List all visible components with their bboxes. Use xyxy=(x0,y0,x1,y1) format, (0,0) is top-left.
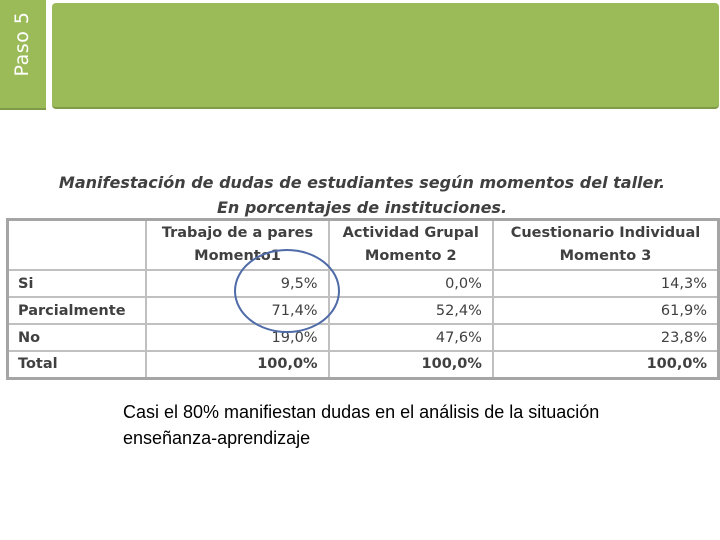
corner-cell xyxy=(8,220,147,271)
column-header-subtitle: Momento 3 xyxy=(559,248,652,264)
table-title-line-2: En porcentajes de instituciones. xyxy=(216,198,508,217)
table-header-row xyxy=(8,220,719,271)
column-header-subtitle: Momento 2 xyxy=(364,248,457,264)
table-row-si xyxy=(8,270,719,297)
table-cell: 100,0% xyxy=(146,351,328,378)
table-cell: 0,0% xyxy=(329,270,493,297)
step-side-tab xyxy=(0,0,46,110)
table-cell: 71,4% xyxy=(146,297,328,324)
row-label: No xyxy=(8,324,147,351)
table-row-parcialmente xyxy=(8,297,719,324)
table-cell: 47,6% xyxy=(329,324,493,351)
table-row-no xyxy=(8,324,719,351)
column-header-title: Actividad Grupal xyxy=(342,225,479,241)
table-cell: 23,8% xyxy=(493,324,719,351)
highlight-circle xyxy=(234,249,340,333)
column-header-title: Cuestionario Individual xyxy=(510,225,701,241)
table-cell: 14,3% xyxy=(493,270,719,297)
results-table xyxy=(6,218,720,380)
table-cell: 100,0% xyxy=(493,351,719,378)
column-header-momento-2 xyxy=(329,220,493,271)
table-cell: 19,0% xyxy=(146,324,328,351)
table-title xyxy=(6,170,718,220)
header-banner xyxy=(52,3,719,109)
table-cell: 61,9% xyxy=(493,297,719,324)
caption-text: Casi el 80% manifiestan dudas en el análisis de la situación enseñanza-aprendizaje xyxy=(123,402,600,448)
column-header-title: Trabajo de a pares xyxy=(161,225,314,241)
row-label: Parcialmente xyxy=(8,297,147,324)
column-header-momento-3 xyxy=(493,220,719,271)
row-label: Si xyxy=(8,270,147,297)
table-row-total xyxy=(8,351,719,378)
row-label: Total xyxy=(8,351,147,378)
table-cell: 52,4% xyxy=(329,297,493,324)
step-label: Paso 5 xyxy=(11,11,33,77)
table-title-line-1: Manifestación de dudas de estudiantes según momentos del taller. xyxy=(58,173,666,192)
table-cell: 100,0% xyxy=(329,351,493,378)
table-cell: 9,5% xyxy=(146,270,328,297)
column-header-subtitle: Momento1 xyxy=(194,248,281,264)
